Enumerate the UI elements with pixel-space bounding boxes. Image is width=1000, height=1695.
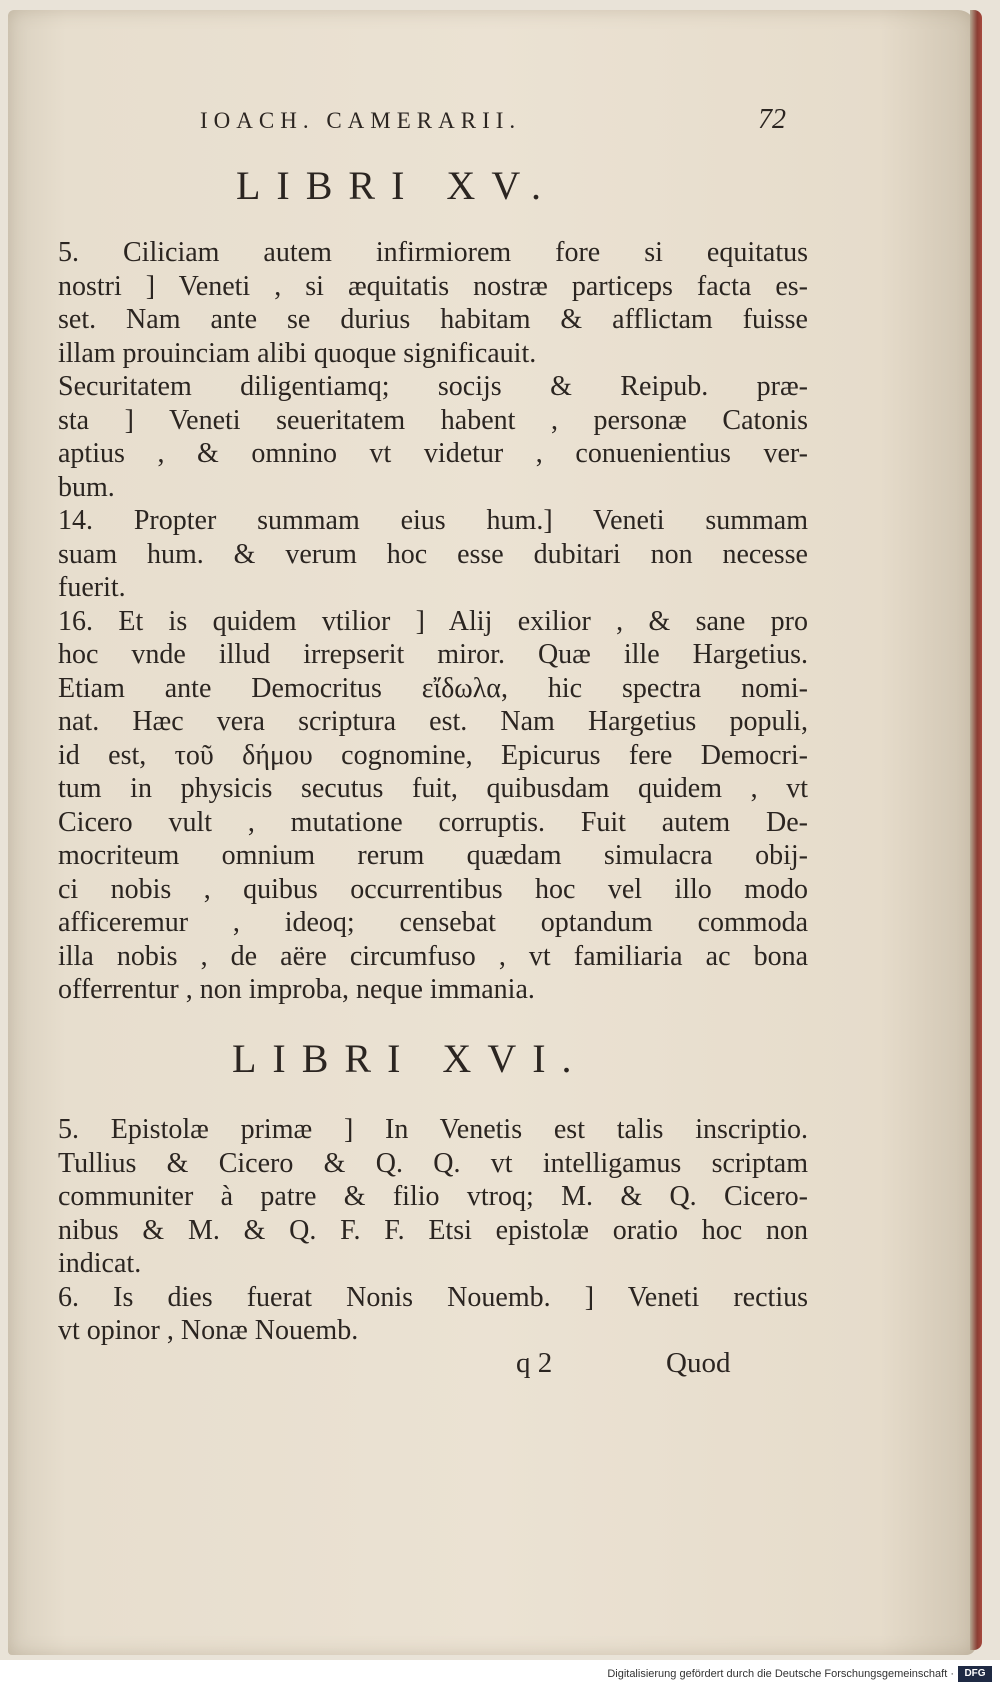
text-line: communiter à patre & filio vtroq; M. & Q. Cicero-: [58, 1181, 808, 1212]
section-heading-xvi: LIBRI XVI.: [232, 1036, 588, 1081]
text-line: Etiam ante Democritus εἴδωλα, hic spectra nomi-: [58, 672, 808, 704]
text-line: illam prouinciam alibi quoque significauit.: [58, 337, 537, 369]
text-line: vt opinor , Nonæ Nouemb.: [58, 1315, 359, 1346]
footer-credit: Digitalisierung gefördert durch die Deutsche Forschungsgemeinschaft ·: [607, 1668, 954, 1680]
text-line: 6. Is dies fuerat Nonis Nouemb. ] Veneti rectius: [58, 1281, 808, 1313]
text-line: aptius , & omnino vt videtur , conuenientius ver-: [58, 438, 808, 469]
text-line: mocriteum omnium rerum quædam simulacra obij-: [58, 840, 808, 871]
text-line: fuerit.: [58, 572, 126, 603]
text-line: afficeremur , ideoq; censebat optandum commoda: [58, 907, 808, 938]
text-line: 5. Epistolæ primæ ] In Venetis est talis inscriptio.: [58, 1114, 808, 1145]
text-line: suam hum. & verum hoc esse dubitari non necesse: [58, 538, 808, 570]
text-line: bum.: [58, 471, 115, 503]
text-line: nibus & M. & Q. F. F. Etsi epistolæ oratio hoc non: [58, 1214, 808, 1246]
text-line: Cicero vult , mutatione corruptis. Fuit autem De-: [58, 806, 808, 838]
running-head-title: IOACH. CAMERARII.: [200, 108, 522, 133]
text-line: offerrentur , non improba, neque immania.: [58, 974, 535, 1005]
book-edge: [970, 10, 982, 1650]
text-line: nostri ] Veneti , si æquitatis nostræ particeps facta es-: [58, 270, 808, 302]
dfg-logo: DFG: [958, 1666, 992, 1682]
text-line: indicat.: [58, 1248, 142, 1279]
text-line: 14. Propter summam eius hum.] Veneti summam: [58, 505, 808, 536]
page-number: 72: [758, 104, 786, 135]
footer: [0, 1660, 1000, 1695]
text-line: nat. Hæc vera scriptura est. Nam Hargetius populi,: [58, 706, 808, 737]
text-line: Securitatem diligentiamq; socijs & Reipub. præ-: [58, 371, 808, 402]
text-line: hoc vnde illud irrepserit miror. Quæ ille Hargetius.: [58, 639, 808, 670]
text-line: tum in physicis secutus fuit, quibusdam quidem , vt: [58, 773, 808, 804]
signature-mark: q 2: [516, 1347, 553, 1379]
text-line: 16. Et is quidem vtilior ] Alij exilior , & sane pro: [58, 605, 808, 637]
section-heading-xv: LIBRI XV.: [236, 163, 558, 208]
text-line: set. Nam ante se durius habitam & afflictam fuisse: [58, 304, 808, 335]
text-line: illa nobis , de aëre circumfuso , vt familiaria ac bona: [58, 940, 808, 972]
catchword: Quod: [666, 1347, 731, 1379]
section-body-xv: [58, 236, 808, 1007]
text-line: sta ] Veneti seueritatem habent , personæ Catonis: [58, 404, 808, 436]
text-line: 5. Ciliciam autem infirmiorem fore si equitatus: [58, 237, 808, 268]
text-line: Tullius & Cicero & Q. Q. vt intelligamus scriptam: [58, 1147, 808, 1179]
text-line: id est, τοῦ δήμου cognomine, Epicurus fere Democri-: [58, 739, 808, 771]
section-body-xvi: [58, 1113, 808, 1348]
text-line: ci nobis , quibus occurrentibus hoc vel illo modo: [58, 873, 808, 905]
